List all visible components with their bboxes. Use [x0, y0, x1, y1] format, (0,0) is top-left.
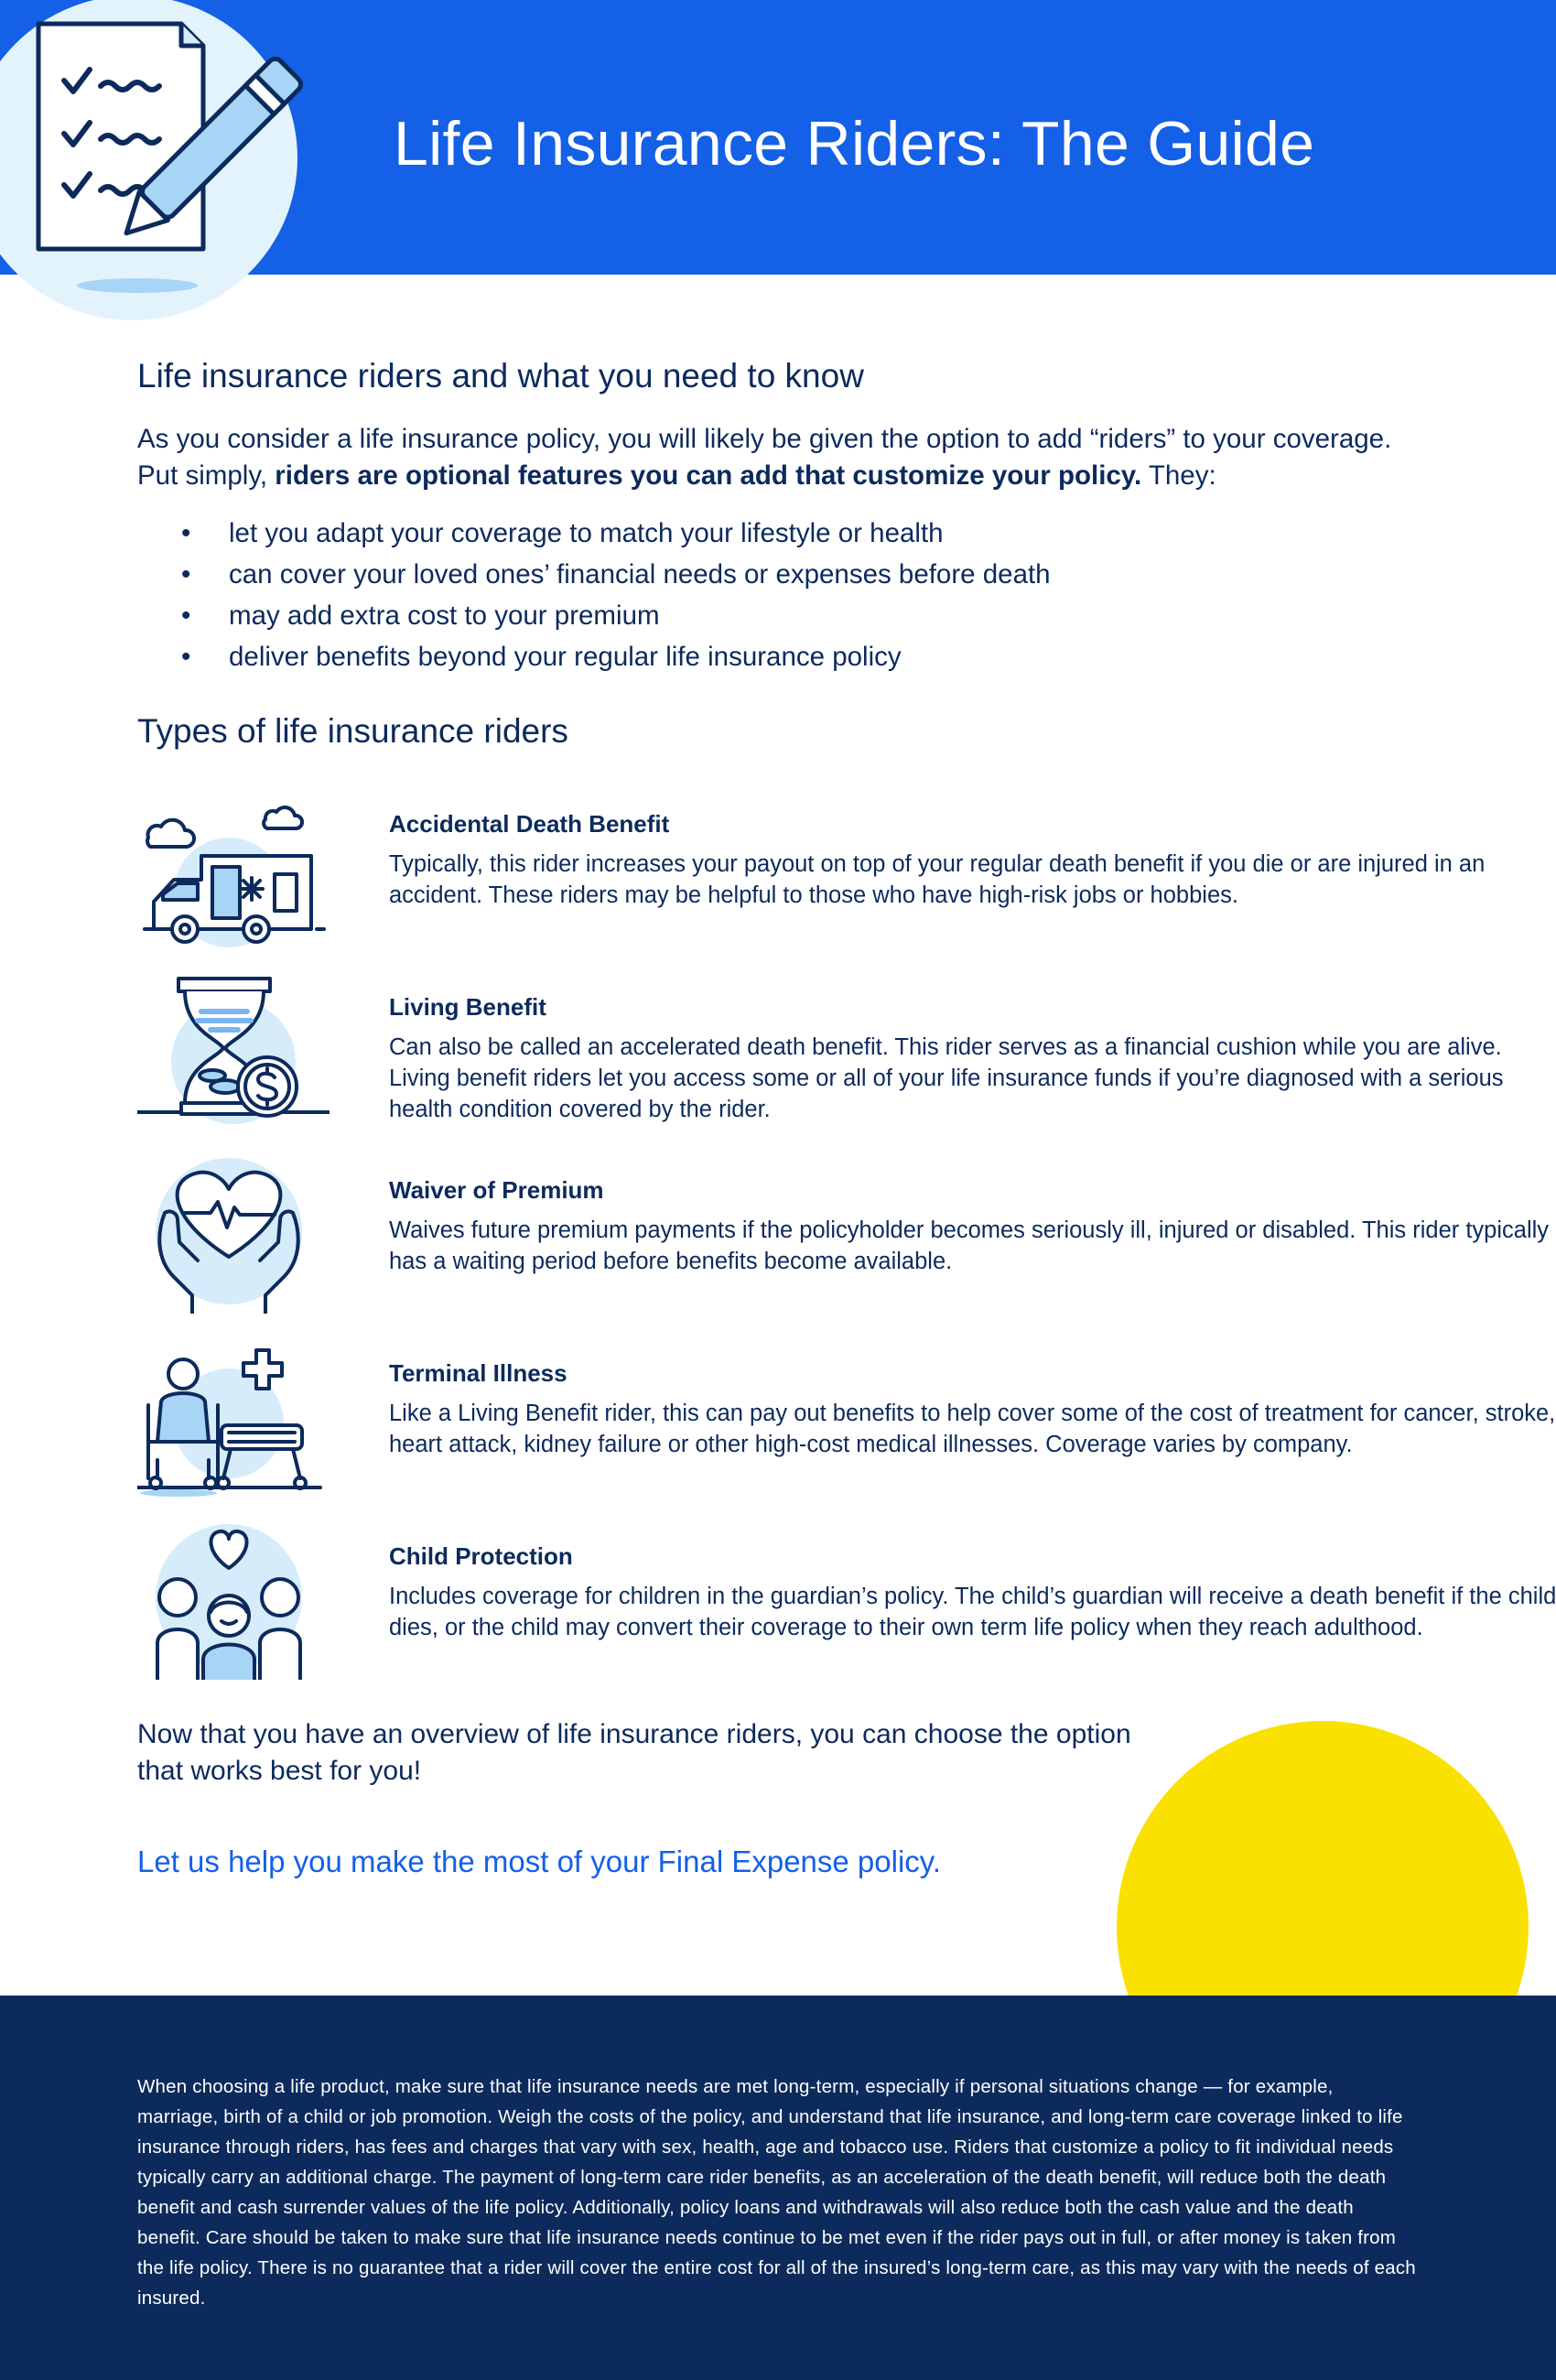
bullet-icon: • [181, 518, 191, 548]
patient-wheelchair-icon [137, 1341, 330, 1497]
call-to-action: Let us help you make the most of your Final Expense policy. [137, 1844, 942, 1878]
section-heading-rider-types: Types of life insurance riders [137, 712, 568, 750]
family-heart-icon [137, 1524, 330, 1680]
rider-description: Waives future premium payments if the policyholder becomes seriously ill, injured or disabled. This rider typically has a waiting period before benefits become available. [389, 1217, 1550, 1274]
rider-name: Living Benefit [389, 993, 546, 1021]
bullet-text: deliver benefits beyond your regular life insurance policy [229, 642, 902, 672]
bullet-icon: • [181, 642, 191, 672]
rider-description: Typically, this rider increases your payout on top of your regular death benefit if you die or are injured in an accident. These riders may be helpful to those who have high-risk jobs or hobbies. [389, 851, 1486, 908]
rider-name: Child Protection [389, 1542, 573, 1570]
bullet-list [137, 513, 1051, 677]
list-item [137, 554, 1051, 595]
rider-item-terminal-illness [137, 1341, 1556, 1515]
list-item [137, 636, 1051, 677]
closing-paragraph: Now that you have an overview of life insurance riders, you can choose the option that works best for you! [137, 1719, 1131, 1786]
page-title: Life Insurance Riders: The Guide [394, 109, 1315, 178]
clipboard-checklist-pen-icon [0, 0, 330, 311]
section-heading-riders-intro: Life insurance riders and what you need to know [137, 357, 864, 395]
rider-description: Can also be called an accelerated death benefit. This rider serves as a financial cushion while you are alive. Living benefit riders let you access some or all of your life insurance funds if you’re diagnosed with a serious health condition covered by the rider. [389, 1034, 1504, 1122]
intro-text: As you consider a life insurance policy, you will likely be given the option to add “riders” to your coverage. Put simply, [137, 424, 1392, 491]
bullet-icon: • [181, 559, 191, 590]
rider-name: Waiver of Premium [389, 1176, 604, 1204]
rider-item-living-benefit [137, 975, 1504, 1149]
bullet-text: may add extra cost to your premium [229, 600, 660, 631]
intro-paragraph [137, 421, 1437, 494]
intro-bold-text: riders are optional features you can add that customize your policy. [275, 460, 1142, 491]
list-item [137, 595, 1051, 636]
rider-item-waiver-of-premium [137, 1158, 1550, 1332]
list-item [137, 513, 1051, 554]
bullet-text: can cover your loved ones’ financial needs or expenses before death [229, 559, 1051, 590]
bullet-icon: • [181, 600, 191, 631]
rider-description: Includes coverage for children in the guardian’s policy. The child’s guardian will receive a death benefit if the child dies, or the child may convert their coverage to their own term life policy when they reach adulthood. [389, 1584, 1556, 1640]
footer-disclaimer: When choosing a life product, make sure that life insurance needs are met long-term, especially if personal situations change — for example, marriage, birth of a child or job promotion. Weigh the costs of the policy, and understand that life insurance, and long-term care coverage linked to life insurance through riders, has fees and charges that vary with sex, health, age and tobacco use. Riders that customize a policy to fit individual needs typically carry an additional charge. The payment of long-term care rider benefits, as an acceleration of the death benefit, will reduce both the death benefit and cash surrender values of the life policy. Additionally, policy loans and withdrawals will also reduce both the cash value and the death benefit. Care should be taken to make sure that life insurance needs continue to be met even if the rider pays out in full, or after money is taken from the life policy. There is no guarantee that a rider will cover the entire cost for all of the insured’s long-term care, as this may vary with the needs of each insured. [137, 2076, 1416, 2309]
rider-item-child-protection [137, 1524, 1556, 1698]
ambulance-icon [137, 792, 330, 947]
rider-name: Terminal Illness [389, 1359, 567, 1387]
bullet-text: let you adapt your coverage to match your lifestyle or health [229, 518, 944, 548]
rider-item-accidental-death [137, 792, 1486, 966]
hourglass-coin-icon [137, 975, 330, 1130]
rider-name: Accidental Death Benefit [389, 810, 670, 838]
intro-suffix: They: [1141, 460, 1216, 491]
rider-description: Like a Living Benefit rider, this can pay out benefits to help cover some of the cost of treatment for cancer, stroke, heart attack, kidney failure or other high-cost medical illnesses. Coverage varies by company. [389, 1401, 1556, 1457]
hands-heart-icon [137, 1158, 330, 1314]
